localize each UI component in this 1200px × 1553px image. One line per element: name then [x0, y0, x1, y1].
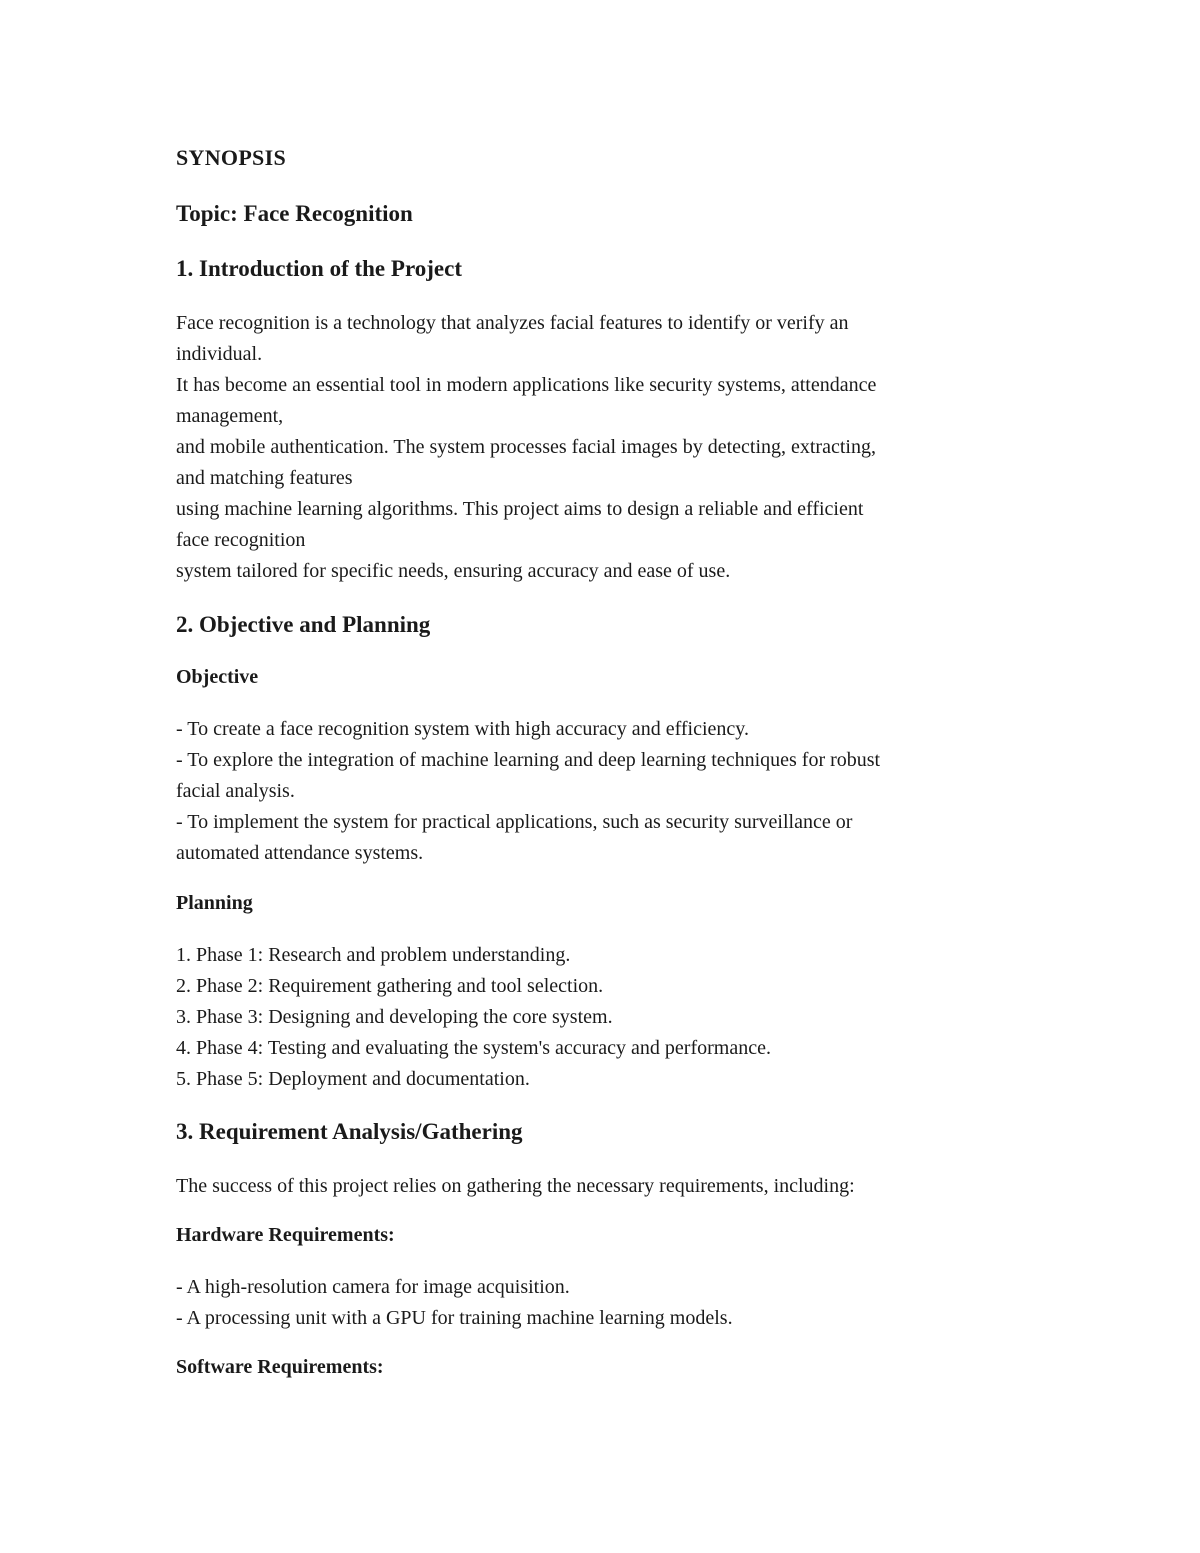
planning-subheading: Planning — [176, 892, 253, 914]
paragraph-line: management, — [176, 405, 284, 427]
document-title: SYNOPSIS — [176, 145, 286, 170]
list-item: - A high-resolution camera for image acquisition. — [176, 1276, 570, 1298]
section-3-heading: 3. Requirement Analysis/Gathering — [176, 1119, 523, 1144]
paragraph-line: face recognition — [176, 529, 306, 551]
paragraph-line: and mobile authentication. The system processes facial images by detecting, extracting, — [176, 436, 876, 458]
section-3-intro: The success of this project relies on gathering the necessary requirements, including: — [176, 1175, 855, 1197]
section-2-heading: 2. Objective and Planning — [176, 612, 431, 637]
list-item: 4. Phase 4: Testing and evaluating the system's accuracy and performance. — [176, 1037, 771, 1059]
paragraph-line: individual. — [176, 343, 263, 365]
paragraph-line: and matching features — [176, 467, 353, 489]
list-item: - A processing unit with a GPU for training machine learning models. — [176, 1307, 733, 1329]
paragraph-line: It has become an essential tool in modern applications like security systems, attendance — [176, 374, 877, 396]
section-1-body — [176, 308, 1036, 587]
list-item: - To explore the integration of machine learning and deep learning techniques for robust — [176, 749, 881, 771]
list-item: - To create a face recognition system with high accuracy and efficiency. — [176, 718, 749, 740]
list-item: facial analysis. — [176, 780, 295, 802]
hardware-subheading: Hardware Requirements: — [176, 1224, 395, 1246]
paragraph-line: using machine learning algorithms. This project aims to design a reliable and efficient — [176, 498, 864, 520]
list-item: 1. Phase 1: Research and problem understanding. — [176, 944, 571, 966]
list-item: automated attendance systems. — [176, 842, 424, 864]
paragraph-line: Face recognition is a technology that analyzes facial features to identify or verify an — [176, 312, 849, 334]
topic-heading: Topic: Face Recognition — [176, 201, 413, 226]
software-subheading: Software Requirements: — [176, 1356, 384, 1378]
paragraph-line: system tailored for specific needs, ensuring accuracy and ease of use. — [176, 560, 731, 582]
hardware-list — [176, 1272, 1036, 1334]
objective-subheading: Objective — [176, 666, 259, 688]
list-item: - To implement the system for practical applications, such as security surveillance or — [176, 811, 853, 833]
objective-list — [176, 714, 1036, 869]
list-item: 2. Phase 2: Requirement gathering and tool selection. — [176, 975, 604, 997]
list-item: 5. Phase 5: Deployment and documentation. — [176, 1068, 530, 1090]
section-1-heading: 1. Introduction of the Project — [176, 256, 462, 281]
planning-list — [176, 940, 1036, 1095]
list-item: 3. Phase 3: Designing and developing the core system. — [176, 1006, 613, 1028]
